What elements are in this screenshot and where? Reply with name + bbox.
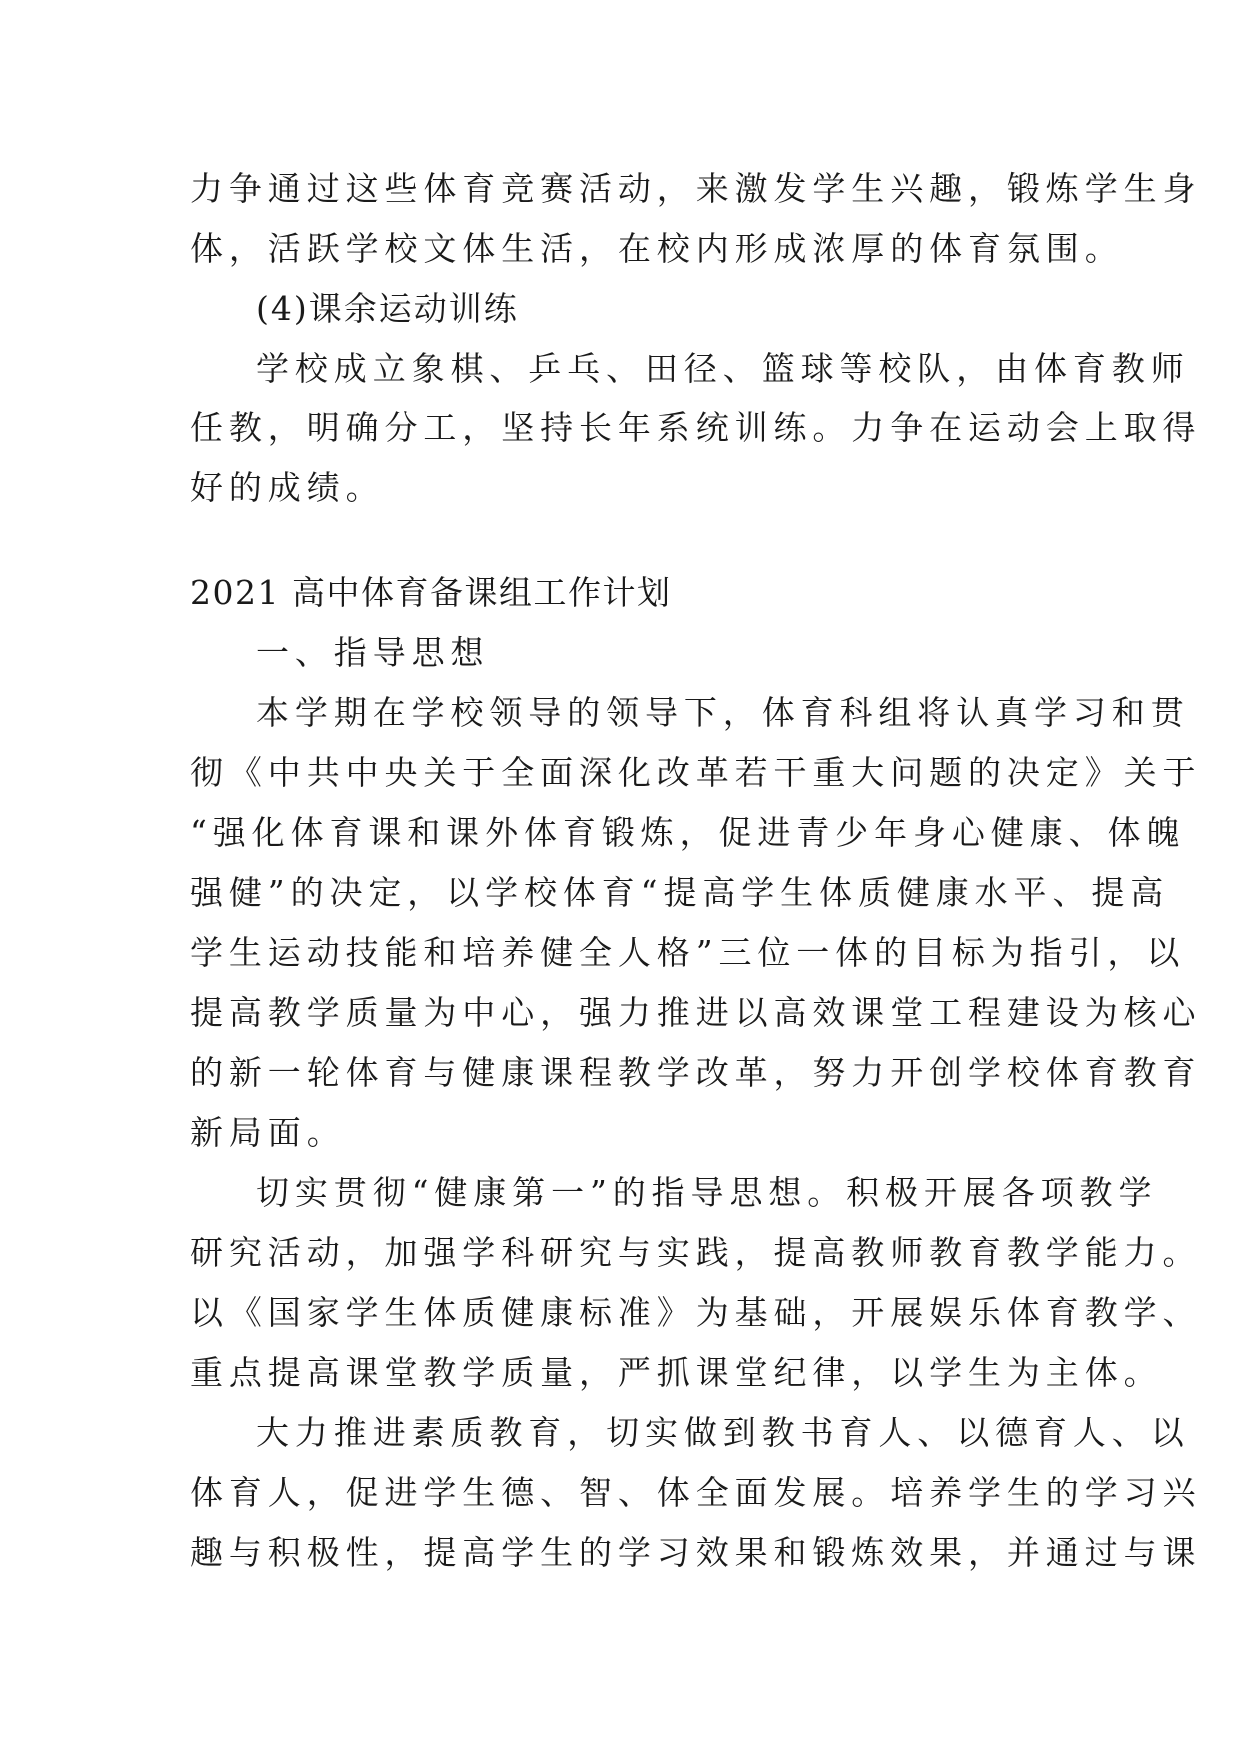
section-heading: 一、指导思想 <box>256 633 490 672</box>
text-line: 研究活动，加强学科研究与实践，提高教师教育教学能力。 <box>190 1233 1202 1272</box>
text-line: 的新一轮体育与健康课程教学改革，努力开创学校体育教育 <box>190 1053 1202 1092</box>
text-line: “强化体育课和课外体育锻炼，促进青少年身心健康、体魄 <box>190 813 1186 852</box>
text-line: 新局面。 <box>190 1113 346 1152</box>
text-line: 强健”的决定，以学校体育“提高学生体质健康水平、提高 <box>190 873 1170 912</box>
paragraph-first-line: 切实贯彻“健康第一”的指导思想。积极开展各项教学 <box>256 1173 1158 1212</box>
paragraph-first-line: 学校成立象棋、乒乓、田径、篮球等校队，由体育教师 <box>256 349 1190 388</box>
text-line: 提高教学质量为中心，强力推进以高效课堂工程建设为核心 <box>190 993 1202 1032</box>
text-line: 体，活跃学校文体生活，在校内形成浓厚的体育氛围。 <box>190 229 1124 268</box>
text-line: 学生运动技能和培养健全人格”三位一体的目标为指引，以 <box>190 933 1186 972</box>
text-line: 重点提高课堂教学质量，严抓课堂纪律，以学生为主体。 <box>190 1353 1163 1392</box>
document-title: 2021 高中体育备课组工作计划 <box>190 573 672 612</box>
text-line: 体育人，促进学生德、智、体全面发展。培养学生的学习兴 <box>190 1473 1202 1512</box>
subheading-text: (4)课余运动训练 <box>256 289 519 328</box>
text-line: 好的成绩。 <box>190 468 385 507</box>
paragraph-first-line: 大力推进素质教育，切实做到教书育人、以德育人、以 <box>256 1413 1190 1452</box>
text-line: 力争通过这些体育竞赛活动，来激发学生兴趣，锻炼学生身 <box>190 169 1202 208</box>
text-line: 趣与积极性，提高学生的学习效果和锻炼效果，并通过与课 <box>190 1533 1202 1572</box>
text-line: 彻《中共中央关于全面深化改革若干重大问题的决定》关于 <box>190 753 1202 792</box>
paragraph-first-line: 本学期在学校领导的领导下，体育科组将认真学习和贯 <box>256 693 1190 732</box>
text-line: 以《国家学生体质健康标准》为基础，开展娱乐体育教学、 <box>190 1293 1202 1332</box>
text-line: 任教，明确分工，坚持长年系统训练。力争在运动会上取得 <box>190 408 1202 447</box>
